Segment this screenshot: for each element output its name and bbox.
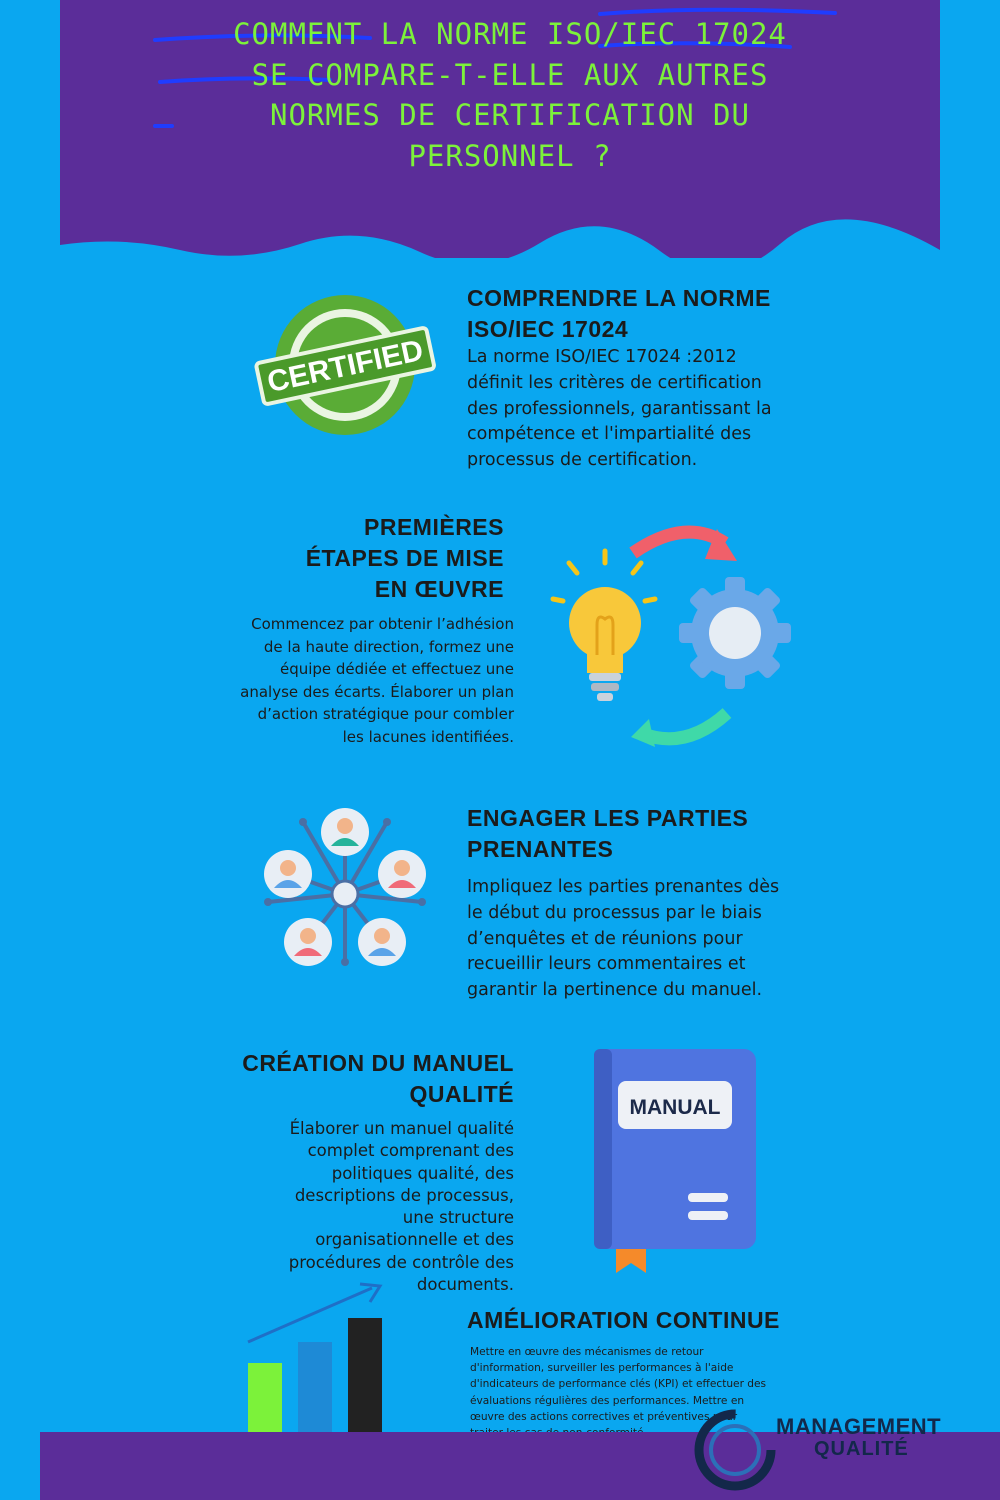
section-body-amelioration: Mettre en œuvre des mécanismes de retour d'information, surveiller les performances à l'aide d'indicateurs de performance clés (KPI) et effectuer des évaluations régulières des performances. Mettre en œuvre des actions correctives et préventives pour [470, 1346, 767, 1423]
lightbulb-gear-cycle-icon [545, 515, 795, 755]
people-network-icon [258, 802, 434, 972]
certified-stamp-icon [252, 290, 438, 440]
section-heading-amelioration: AMÉLIORATION CONTINUE [467, 1307, 780, 1333]
page-title: COMMENT LA NORME ISO/IEC 17024 SE COMPARE-T-ELLE AUX AUTRES NORMES DE CERTIFICATION DU PERSONNEL ? [233, 17, 787, 173]
management-qualite-logo-icon [690, 1405, 780, 1495]
section-body-creation-manuel: Élaborer un manuel qualité complet comprenant des politiques qualité, des descriptions de processus, une structure organisationnelle et des procédures de contrôle des documents. [288, 1119, 514, 1295]
section-heading-comprendre: COMPRENDRE LA NORME ISO/IEC 17024 [467, 285, 771, 342]
logo-line1: MANAGEMENT [776, 1414, 942, 1439]
section-heading-creation-manuel: CRÉATION DU MANUEL QUALITÉ [242, 1050, 514, 1107]
svg-text:CERTIFIED: CERTIFIED [264, 333, 427, 400]
section-heading-engager: ENGAGER LES PARTIES PRENANTES [467, 805, 749, 862]
management-qualite-logo [776, 1414, 941, 1461]
section-body-engager: Impliquez les parties prenantes dès le début du processus par le biais d’enquêtes et de réunions pour recueillir leurs commentaires et garantir la pertinence du manuel. [467, 877, 780, 1001]
section-body-comprendre: La norme ISO/IEC 17024 :2012 définit les critères de certification des professionnels, garantissant la compétence et l'impartialité des processus de certification. [467, 347, 772, 471]
section-body-premieres-etapes: Commencez par obtenir l’adhésion de la haute direction, formez une équipe dédiée et effectuez une analyse des écarts. Élaborer un plan d’action stratégique pour combler les lacunes identifiées. [240, 615, 514, 746]
svg-text:MANUAL: MANUAL [629, 1096, 721, 1119]
logo-line2: QUALITÉ [814, 1438, 909, 1460]
manual-book-icon [590, 1045, 762, 1275]
growth-bar-chart-icon [240, 1280, 390, 1445]
section-heading-premieres-etapes: PREMIÈRES ÉTAPES DE MISE EN ŒUVRE [305, 514, 504, 602]
